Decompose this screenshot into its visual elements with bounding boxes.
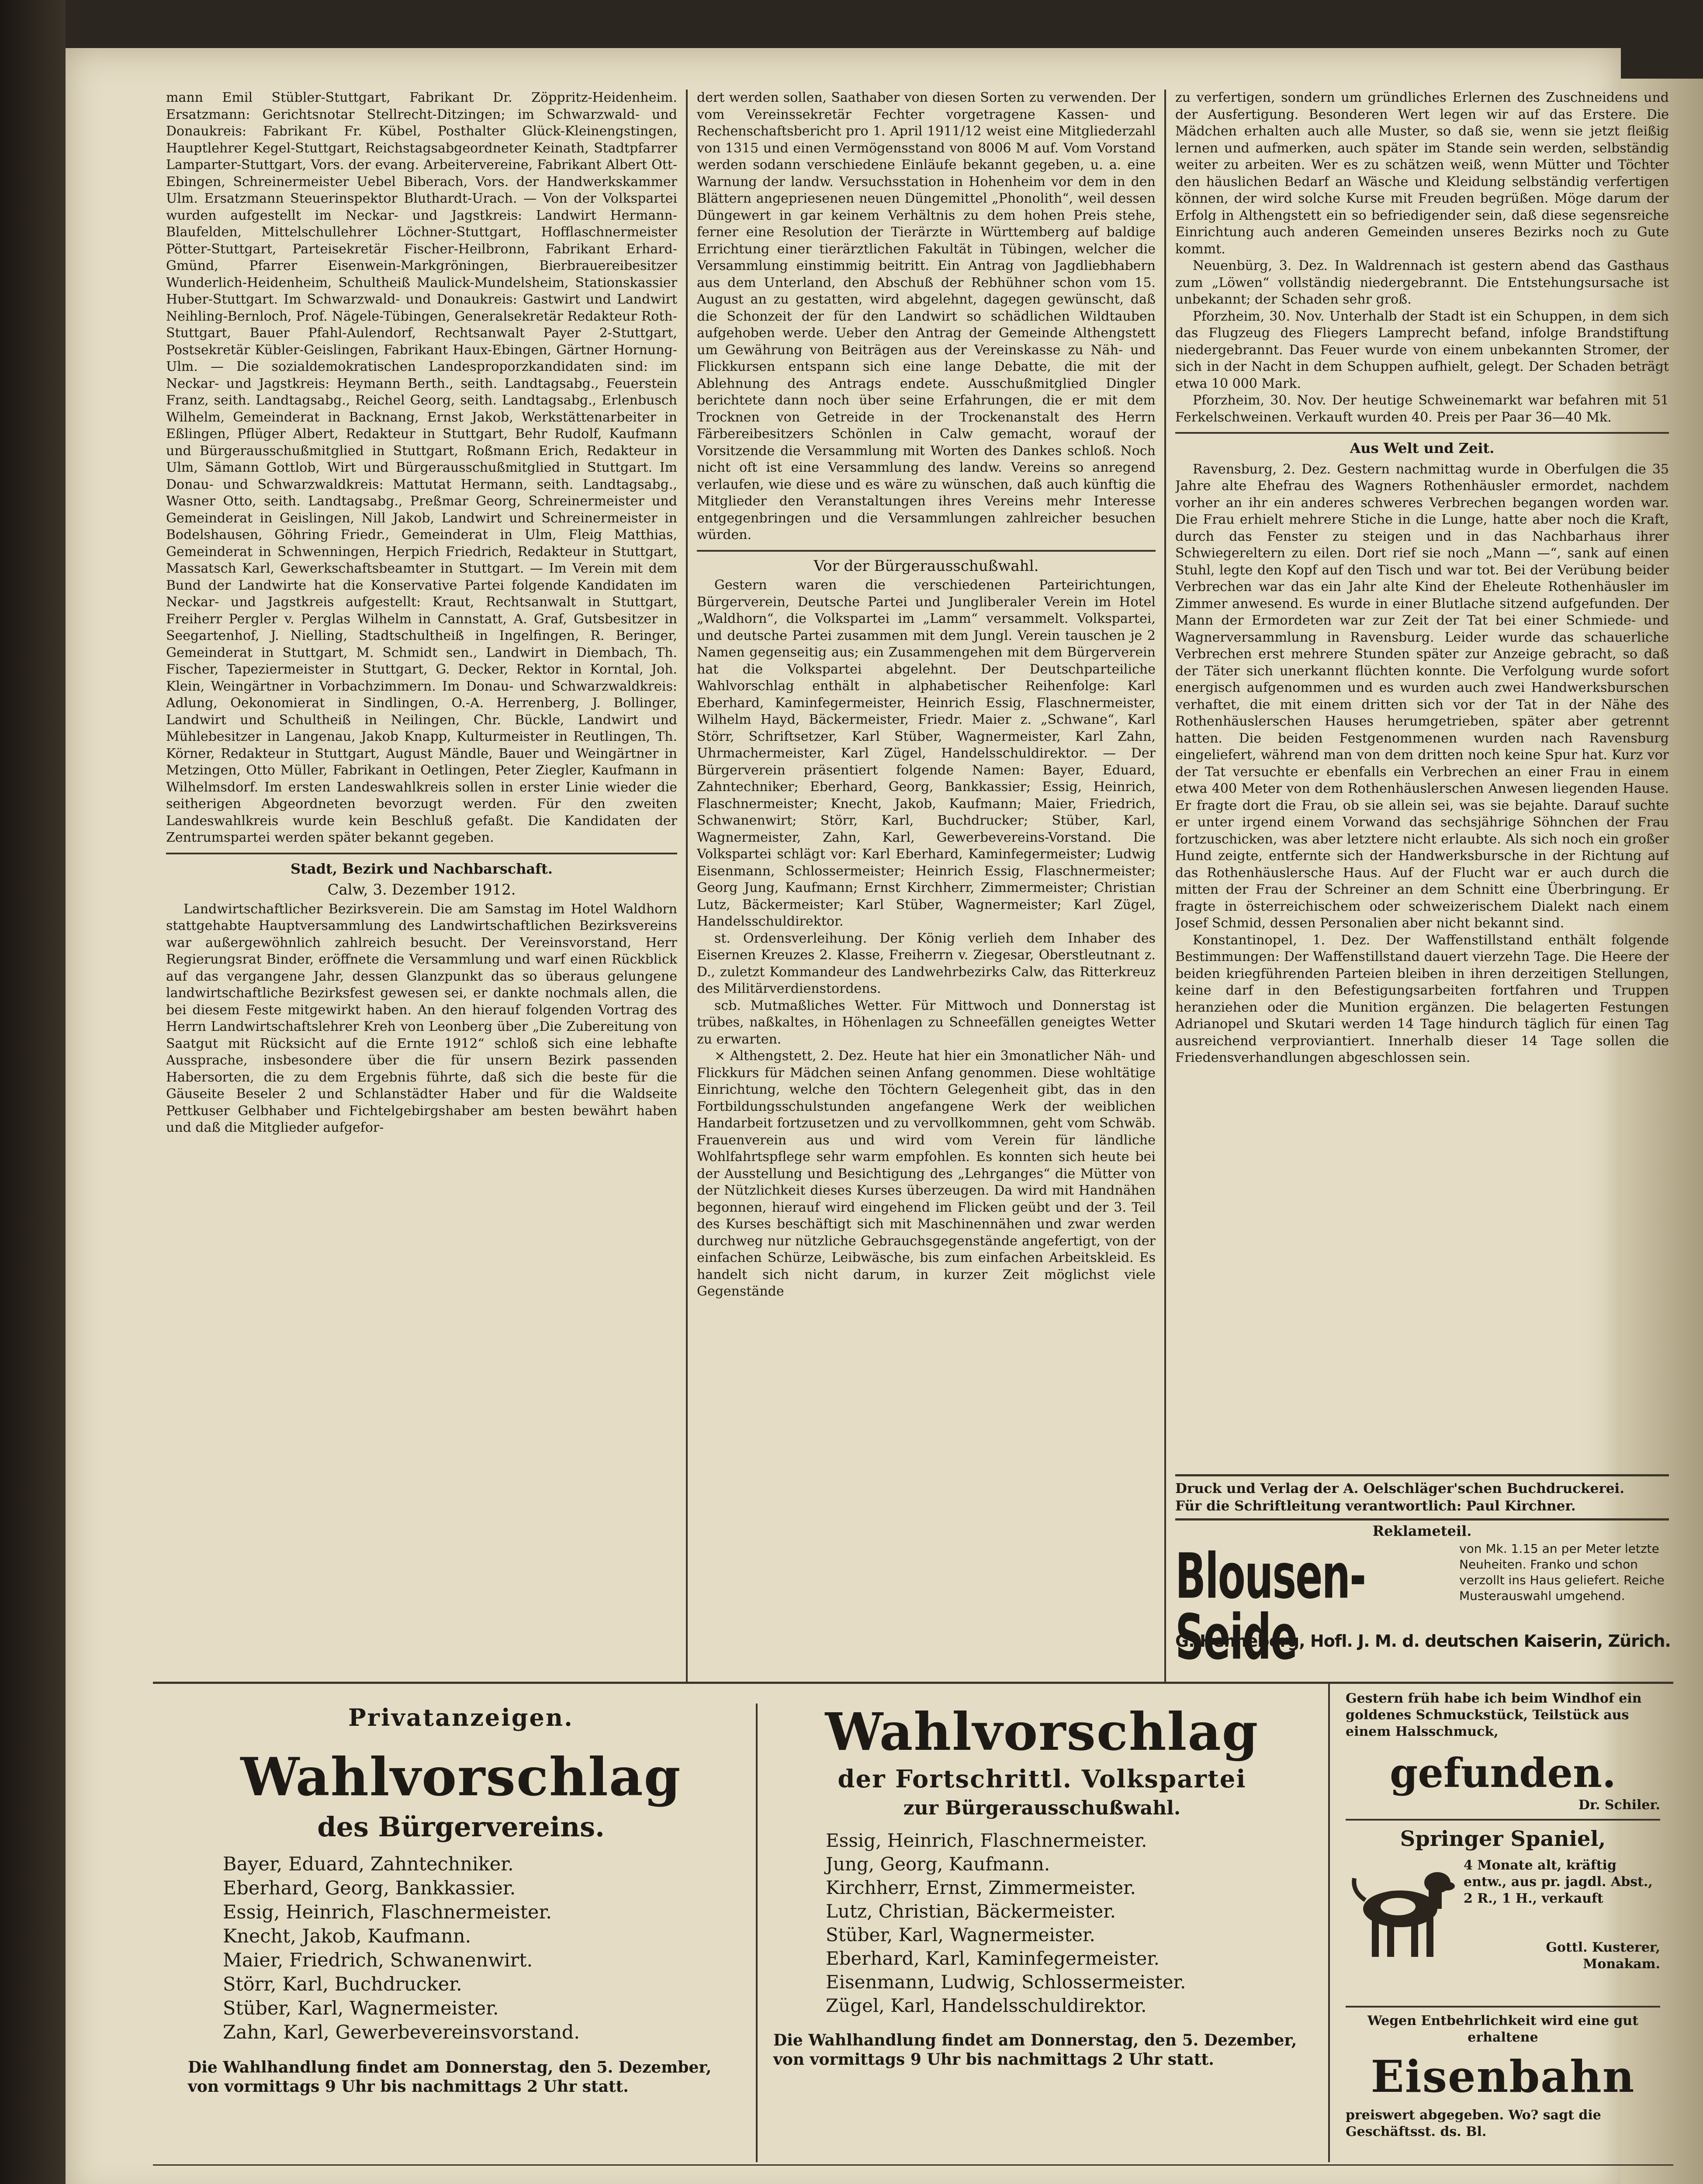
candidate-list — [773, 1829, 1311, 2018]
neuenbuerg-fire-text: Neuenbürg, 3. Dez. In Waldrennach ist gestern abend das Gasthaus zum „Löwen“ vollständig niedergebrannt. Die Entstehungsursache ist unbekannt; der Schaden sehr groß. — [1175, 258, 1669, 307]
candidate-name: Eberhard, Karl, Kaminfegermeister. — [826, 1948, 1160, 1969]
candidate-name: Knecht, Jakob, Kaufmann. — [223, 1925, 471, 1947]
weather-text: scb. Mutmaßliches Wetter. Für Mittwoch und Donnerstag ist trübes, naßkaltes, in Höhenlagen zu Schneefällen geneigtes Wetter zu erwarten. — [697, 998, 1156, 1047]
blousen-detail-line: Neuheiten. Franko und schon — [1459, 1557, 1638, 1572]
blousen-seide-ad — [1175, 1538, 1671, 1674]
found-ad — [1346, 1690, 1660, 1814]
article-column-1 — [166, 90, 677, 1664]
blousen-detail-line: von Mk. 1.15 an per Meter letzte — [1459, 1541, 1659, 1556]
election-candidates-text: mann Emil Stübler-Stuttgart, Fabrikant Dr. Zöppritz-Heidenheim. Ersatzmann: Gerichtsnotar Stellrecht-Ditzingen; im Schwarzwald- und Donaukreis: Fabrikant Fr. Kübel, Posthalter Glück-Kleinengstingen, Hauptlehrer Kegel-Stuttgart, Reichstagsabgeordneter Keinath, Stadtpfarrer Lamparter-Stuttgart, Vors. der evang. Arbeitervereine, Fabrikant Albert Ott-Ebingen, Schreinermeister Uebel Biberach, Vors. der Handwerkskammer Ulm. Ersatzmann Steuerinspektor Bluthardt-Urach. — Von der Volkspartei wurden aufgestellt im Neckar- und Jagstkreis: Landwirt Hermann-Blaufelden, Mittelschullehrer Löchner-Stuttgart, Hofflaschnermeister Pötter-Stuttgart, Parteisekretär Fischer-Heilbronn, Fabrikant Erhard-Gmünd, Pfarrer Eisenwein-Markgröningen, Bierbrauereibesitzer Wunderlich-Heidenheim, Schultheiß Maulick-Mundelsheim, Stationskassier Huber-Stuttgart. Im Schwarzwald- und Donaukreis: Gastwirt und Landwirt Neihling-Bernloch, Prof. Nägele-Tübingen, Generalsekretär Redakteur Roth-Stuttgart, Bauer Pfahl-Aulendorf, Rechtsanwalt Payer 2-Stuttgart, Postsekretär Kübler-Geislingen, Fabrikant Haux-Ebingen, Gärtner Hornung-Ulm. — Die sozialdemokratischen Landesproporzkandidaten sind: im Neckar- und Jagstkreis: Heymann Berth., seith. Landtagsabg., Feuerstein Franz, seith. Landtagsabg., Reichel Georg, seith. Landtagsabg., Erlenbusch Wilhelm, Gemeinderat in Backnang, Ernst Jakob, Werkstättenarbeiter in Eßlingen, Pflüger Albert, Redakteur in Stuttgart, Behr Rudolf, Kaufmann und Bürgerausschußmitglied in Stuttgart, Roßmann Erich, Redakteur in Ulm, Sämann Gottlob, Wirt und Bürgerausschußmitglied in Stuttgart. Im Donau- und Schwarzwaldkreis: Mattutat Hermann, seith. Landtagsabg., Wasner Otto, seith. Landtagsabg., Preßmar Georg, Schreinermeister und Gemeinderat in Geislingen, Nill Jakob, Landwirt und Schreinermeister in Bodelshausen, Göhring Friedr., Gemeinderat in Ulm, Fleig Matthias, Gemeinderat in Schwenningen, Herpich Friedrich, Redakteur in Stuttgart, Massatsch Karl, Gewerkschaftsbeamter in Stuttgart. — Im Verein mit dem Bund der Landwirte hat die Konservative Partei folgende Kandidaten im Neckar- und Jagstkreis aufgestellt: Kraut, Rechtsanwalt in Stuttgart, Freiherr Pergler v. Perglas Wilhelm in Cannstatt, A. Graf, Gutsbesitzer in Seegartenhof, J. Nielling, Stadtschultheiß in Ingelfingen, R. Beringer, Gemeinderat in Stuttgart, M. Schmidt sen., Landwirt in Diembach, Th. Fischer, Tapeziermeister in Stuttgart, G. Decker, Rektor in Korntal, Joh. Klein, Weingärtner in Vorbachzimmern. Im Donau- und Schwarzwaldkreis: Adlung, Oekonomierat in Sindlingen, O.-A. Herrenberg, J. Bollinger, Landwirt und Schultheiß in Neilingen, Chr. Bückle, Landwirt und Mühlebesitzer in Langenau, Jakob Knapp, Kulturmeister in Reutlingen, Th. Körner, Redakteur in Stuttgart, August Mändle, Bauer und Weingärtner in Metzingen, Otto Müller, Fabrikant in Oetlingen, Peter Ziegler, Kaufmann in Wilhelmsdorf. Im ersten Landeswahlkreis sollen in erster Linie wieder die seitherigen Abgeordneten bevorzugt werden. Für den zweiten Landeswahlkreis wurde kein Beschluß gefaßt. Die Kandidaten der Zentrumspartei werden später bekannt gegeben. — [166, 90, 677, 845]
ravensburg-murder-text: Ravensburg, 2. Dez. Gestern nachmittag wurde in Oberfulgen die 35 Jahre alte Ehefrau des Wagners Rothenhäusler ermordet, nachdem vorher an ihr ein anderes schweres Verbrechen begangen worden war. Die Frau erhielt mehrere Stiche in die Lunge, hatte aber noch die Kraft, durch das Fenster zu steigen und in das Nachbarhaus ihrer Schwiegereltern zu eilen. Dort rief sie noch „Mann —“, sank auf einen Stuhl, legte den Kopf auf den Tisch und war tot. Bei der Verübung beider Verbrechen war das ein Jahr alte Kind der Eheleute Rothenhäusler im Zimmer anwesend. Es wurde in einer Blutlache sitzend aufgefunden. Der Mann der Ermordeten war zur Zeit der Tat bei einer Schmiede- und Wagnerversammlung in Ravensburg. Leider wurde das schauerliche Verbrechen erst mehrere Stunden später zur Anzeige gebracht, so daß der Täter sich unerkannt flüchten konnte. Die Verfolgung wurde sofort energisch aufgenommen und es wurden auch zwei Handwerksburschen verhaftet, die mit einem dritten sich vor der Tat in der Nähe des Rothenhäuslerschen Hauses herumgetrieben, später aber getrennt hatten. Die beiden Festgenommenen wurden nach Ravensburg eingeliefert, während man von dem dritten noch keine Spur hat. Kurz vor der Tat versuchte er ebenfalls ein Verbrechen an einer Frau in einem etwa 400 Meter von dem Rothenhäuslerschen Anwesen liegenden Hause. Er fragte dort die Frau, ob sie allein sei, was sie bejahte. Darauf suchte er unter irgend einem Vorwand das sechsjährige Söhnchen der Frau fortzuschicken, was aber letztere nicht erlaubte. Als sich noch ein großer Hund zeigte, entfernte sich der Handwerksbursche in der Richtung auf das Rothenhäuslersche Haus. Auf der Flucht war er auch durch die mitten der Frau der Schreiner an dem Schnitt eine Überbringung. Er fragte in österreichischem oder schweizerischem Dialekt nach einem Josef Schmid, dessen Personalien aber nicht bekannt sind. — [1175, 461, 1669, 931]
dog-illustration-icon — [1346, 1856, 1455, 1966]
spaniel-ad — [1346, 1826, 1660, 2001]
article-rule — [697, 550, 1156, 552]
article-column-2 — [697, 90, 1156, 1664]
column-divider-1 — [686, 90, 688, 1682]
blousen-seide-footer: G. Henneberg, Hofl. J. M. d. deutschen Kaiserin, Zürich. — [1175, 1631, 1671, 1651]
pforzheim-market-text: Pforzheim, 30. Nov. Der heutige Schweinemarkt war befahren mit 51 Ferkelschweinen. Verkauft wurden 40. Preis per Paar 36—40 Mk. — [1175, 393, 1669, 425]
candidate-name: Störr, Karl, Buchdrucker. — [223, 1973, 462, 1995]
blousen-detail-line: verzollt ins Haus geliefert. Reiche — [1459, 1573, 1665, 1587]
ad-rule — [1346, 2006, 1660, 2008]
candidate-name: Essig, Heinrich, Flaschnermeister. — [826, 1830, 1147, 1851]
section-rule — [166, 853, 677, 854]
right-ads-column — [1346, 1690, 1660, 2140]
railway-ad — [1346, 2013, 1660, 2140]
sewing-course-continued-text: zu verfertigen, sondern um gründliches Erlernen des Zuschneidens und der Ausfertigung. Besonderen Wert legen wir auf das Erstere. Die Mädchen erhalten auch alle Muster, so daß sie, wenn sie jetzt fleißig lernen und aufmerken, auch später im Stande sein werden, selbständig weiter zu arbeiten. Wer es zu schätzen weiß, wenn Mütter und Töchter den häuslichen Bedarf an Wäsche und Kleidung selbständig verfertigen können, der wird solche Kurse mit Freuden begrüßen. Möge darum der Erfolg in Althengstett ein so befriedigender sein, daß diese segensreiche Einrichtung auch anderen Gemeinden unseres Bezirks noch zu Gute kommt. — [1175, 90, 1669, 257]
ad-subtitle: der Fortschrittl. Volkspartei — [838, 1765, 1246, 1794]
spaniel-ad-signature — [1464, 1939, 1660, 1973]
found-ad-text: Gestern früh habe ich beim Windhof ein goldenes Schmuckstück, Teilstück aus einem Halsschmuck, — [1346, 1691, 1642, 1739]
ad-subtitle: des Bürgervereins. — [317, 1811, 605, 1843]
ad-divider-1 — [756, 1704, 758, 2162]
ad-title: Wahlvorschlag — [825, 1701, 1259, 1762]
private-ads-heading: Privatanzeigen. — [348, 1704, 574, 1731]
pforzheim-shed-fire-text: Pforzheim, 30. Nov. Unterhalb der Stadt ist ein Schuppen, in dem sich das Flugzeug des Fliegers Lamprecht befand, infolge Brandstiftung niedergebrannt. Das Feuer wurde von einem unbekannten Stromer, der sich in der Nacht in dem Schuppen aufhielt, gelegt. Der Schaden beträgt etwa 10 000 Mark. — [1175, 308, 1669, 391]
railway-ad-text: Wegen Entbehrlichkeit wird eine gut erhaltene — [1367, 2013, 1639, 2045]
section-rule — [1175, 432, 1669, 434]
book-binding-edge — [0, 0, 66, 2184]
constantinople-armistice-text: Konstantinopel, 1. Dez. Der Waffenstillstand enthält folgende Bestimmungen: Der Waffenstillstand dauert vierzehn Tage. Die Heere der beiden kriegführenden Parteien bleiben in ihren derzeitigen Stellungen, keine darf in den Befestigungsarbeiten fortfahren und Truppen heranziehen oder die Munition ergänzen. Die belagerten Festungen Adrianopel und Skutari werden 14 Tage hindurch täglich für einen Tag ausreichend verproviantiert. Innerhalb dieser 14 Tage sollen die Friedensverhandlungen abgeschlossen sein. — [1175, 932, 1669, 1065]
candidate-name: Eberhard, Georg, Bankkassier. — [223, 1877, 516, 1899]
election-proposals-text: Gestern waren die verschiedenen Parteirichtungen, Bürgerverein, Deutsche Partei und Jungliberaler Verein im Hotel „Waldhorn“, die Volkspartei im „Lamm“ versammelt. Volkspartei, und deutsche Partei zusammen mit dem Jungl. Verein tauschen je 2 Namen gegenseitig aus; ein Zusammengehen mit dem Bürgerverein hat die Volkspartei abgelehnt. Der Deutschparteiliche Wahlvorschlag enthält in alphabetischer Reihenfolge: Karl Eberhard, Kaminfegermeister, Heinrich Essig, Flaschnermeister, Wilhelm Hayd, Bäckermeister, Friedr. Maier z. „Schwane“, Karl Störr, Schriftsetzer, Karl Stüber, Wagnermeister, Karl Zahn, Uhrmachermeister, Karl Zügel, Handelsschuldirektor. — Der Bürgerverein präsentiert folgende Namen: Bayer, Eduard, Zahntechniker; Eberhard, Georg, Bankkassier; Essig, Heinrich, Flaschnermeister; Knecht, Jakob, Kaufmann; Maier, Friedrich, Schwanenwirt; Störr, Karl, Buchdrucker; Stüber, Karl, Wagnermeister, Zahn, Karl, Gewerbevereins-Vorstand. Die Volkspartei schlägt vor: Karl Eberhard, Kaminfegermeister; Ludwig Eisenmann, Schlossermeister; Heinrich Essig, Flaschnermeister; Georg Jung, Kaufmann; Ernst Kirchherr, Zimmermeister; Christian Lutz, Bäckermeister; Karl Stüber, Wagnermeister; Karl Zügel, Handelsschuldirektor. — [697, 577, 1156, 929]
candidate-name: Kirchherr, Ernst, Zimmermeister. — [826, 1877, 1136, 1898]
found-ad-signature: Dr. Schiler. — [1578, 1797, 1660, 1813]
newspaper-page — [66, 48, 1671, 2184]
ad-footer: Die Wahlhandlung findet am Donnerstag, den 5. Dezember, von vormittags 9 Uhr bis nachmittags 2 Uhr statt. — [188, 2058, 712, 2096]
article-column-3 — [1175, 90, 1669, 1468]
blousen-seide-details — [1459, 1541, 1669, 1604]
election-heading: Vor der Bürgerausschußwahl. — [813, 557, 1039, 575]
ads-top-rule — [153, 1682, 1673, 1684]
imprint-rule — [1175, 1474, 1669, 1476]
candidate-name: Maier, Friedrich, Schwanenwirt. — [223, 1949, 533, 1971]
section-heading: Stadt, Bezirk und Nachbarschaft. — [291, 860, 553, 877]
ad-subtitle: zur Bürgerausschußwahl. — [903, 1797, 1181, 1819]
agricultural-association-text: Landwirtschaftlicher Bezirksverein. Die am Samstag im Hotel Waldhorn stattgehabte Hauptversammlung des Landwirtschaftlichen Bezirksvereins war außergewöhnlich zahlreich besucht. Der Vereinsvorstand, Herr Regierungsrat Binder, eröffnete die Versammlung und warf einen Rückblick auf das vergangene Jahr, dessen Glanzpunkt das so überaus gelungene landwirtschaftliche Bezirksfest gewesen sei, er dankte nochmals allen, die bei diesem Feste mitgewirkt haben. An den hierauf folgenden Vortrag des Herrn Landwirtschaftslehrer Kreh von Leonberg über „Die Zubereitung von Saatgut mit Rücksicht auf die Ernte 1912“ schloß sich eine lebhafte Aussprache, insbesondere über die für unsern Bezirk passenden Habersorten, die zu dem Ergebnis führte, daß sich die beste für die Gäuseite Beseler 2 und Schlanstädter Haber und für die Waldseite Pettkuser Gelbhaber und Fichtelgebirgshaber am besten bewährt haben und daß die Mitglieder aufgefor- — [166, 901, 677, 1135]
spaniel-seller-place: Monakam. — [1583, 1956, 1660, 1972]
ad-divider-2 — [1328, 1682, 1330, 2162]
candidate-name: Essig, Heinrich, Flaschnermeister. — [223, 1901, 552, 1923]
candidate-name: Lutz, Christian, Bäckermeister. — [826, 1901, 1116, 1922]
world-news-heading: Aus Welt und Zeit. — [1350, 440, 1495, 456]
spaniel-ad-title: Springer Spaniel, — [1400, 1827, 1606, 1851]
candidate-name: Stüber, Karl, Wagnermeister. — [223, 1997, 499, 2019]
sewing-course-text: × Althengstett, 2. Dez. Heute hat hier ein 3monatlicher Näh- und Flickkurs für Mädchen seinen Anfang genommen. Diese wohltätige Einrichtung, welche den Töchtern Gelegenheit gibt, das in den Fortbildungsschulstunden angefangene Werk der weiblichen Handarbeit fortzusetzen und zu vervollkommnen, geht vom Schwäb. Frauenverein aus und wird vom Verein für ländliche Wohlfahrtspflege sehr warm empfohlen. Es konnten sich heute bei der Ausstellung und Besichtigung des „Lehrganges“ die Mütter von der Nützlichkeit dieses Kurses überzeugen. Da wird mit Handnähen begonnen, hierauf wird eingehend im Flicken geübt und der 3. Teil des Kurses beschäftigt sich mit Maschinennähen und zwar werden durchweg nur nützliche Gebrauchsgegenstände angefertigt, von der einfachen Schürze, Leibwäsche, bis zum einfachen Arbeitskleid. Es handelt sich nicht darum, in kurzer Zeit möglichst viele Gegenstände — [697, 1048, 1156, 1299]
candidate-name: Bayer, Eduard, Zahntechniker. — [223, 1853, 514, 1875]
spaniel-ad-text: 4 Monate alt, kräftig entw., aus pr. jagdl. Abst., 2 R., 1 H., verkauft — [1464, 1858, 1653, 1906]
association-continued-text: dert werden sollen, Saathaber von diesen Sorten zu verwenden. Der vom Vereinssekretär Fechter vorgetragene Kassen- und Rechenschaftsbericht pro 1. April 1911/12 weist eine Mitgliederzahl von 1315 und einen Vermögensstand von 8006 M auf. Vom Vorstand werden sodann verschiedene Einläufe bekannt gegeben, u. a. eine Warnung der landw. Versuchsstation in Hohenheim vor dem in den Blättern angepriesenen neuen Düngemittel „Phonolith“, weil dessen Düngewert in gar keinem Verhältnis zu dem hohen Preis stehe, ferner eine Resolution der Tierärzte in Württemberg auf baldige Errichtung einer tierärztlichen Fakultät in Tübingen, welcher die Versammlung einstimmig beitritt. Ein Antrag von Jagdliebhabern aus dem Unterland, den Abschuß der Rebhühner schon vom 15. August an zu gestatten, wird abgelehnt, dagegen gewünscht, daß die Schonzeit der für den Landwirt so schädlichen Wildtauben aufgehoben werde. Ueber den Antrag der Gemeinde Althengstett um Gewährung von Beiträgen aus der Vereinskasse zu Näh- und Flickkursen entspann sich eine lange Debatte, die mit der Ablehnung des Antrags endete. Ausschußmitglied Dingler berichtete dann noch über seine Erfahrungen, die er mit dem Trocknen von Getreide in der Trockenanstalt des Herrn Färbereibesitzers Schönlen in Calw gemacht, worauf der Vorsitzende die Versammlung mit Worten des Dankes schloß. Noch nicht oft ist eine Versammlung des landw. Vereins so anregend verlaufen, wie diese und es wäre zu wünschen, daß auch künftig die Mitglieder den Veranstaltungen ihres Vereins mehr Interesse entgegenbringen und die Versammlungen zahlreicher besuchen würden. — [697, 90, 1156, 543]
found-ad-title: gefunden. — [1390, 1749, 1616, 1797]
volkspartei-ad — [773, 1701, 1311, 2069]
spaniel-seller-name: Gottl. Kusterer, — [1546, 1940, 1660, 1955]
blousen-seide-title: Blousen-Seide — [1175, 1540, 1366, 1674]
imprint-publisher: Druck und Verlag der A. Oelschläger'schen Buchdruckerei. — [1175, 1481, 1624, 1496]
imprint-editor: Für die Schriftleitung verantwortlich: Paul Kirchner. — [1175, 1498, 1576, 1514]
imprint-block — [1175, 1474, 1669, 1540]
ad-rule — [1346, 1819, 1660, 1821]
candidate-name: Zahn, Karl, Gewerbevereinsvorstand. — [223, 2022, 580, 2043]
order-award-text: st. Ordensverleihung. Der König verlieh dem Inhaber des Eisernen Kreuzes 2. Klasse, Freiherrn v. Ziegesar, Oberstleutnant z. D., zuletzt Kommandeur des Landwehrbezirks Calw, das Ritterkreuz des Militärverdienstordens. — [697, 930, 1156, 996]
blousen-detail-line: Musterauswahl umgehend. — [1459, 1589, 1625, 1603]
ads-bottom-rule — [153, 2164, 1673, 2166]
reklame-heading: Reklameteil. — [1372, 1523, 1472, 1539]
candidate-name: Zügel, Karl, Handelsschuldirektor. — [826, 1995, 1147, 2016]
buergerverein-ad — [188, 1704, 734, 2096]
railway-ad-title: Eisenbahn — [1371, 2051, 1635, 2102]
imprint-rule — [1175, 1518, 1669, 1521]
ad-title: Wahlvorschlag — [240, 1746, 682, 1808]
candidate-name: Eisenmann, Ludwig, Schlossermeister. — [826, 1971, 1186, 1993]
column-divider-2 — [1164, 90, 1166, 1682]
candidate-list — [188, 1852, 734, 2045]
ad-footer: Die Wahlhandlung findet am Donnerstag, den 5. Dezember, von vormittags 9 Uhr bis nachmittags 2 Uhr statt. — [773, 2031, 1297, 2069]
candidate-name: Stüber, Karl, Wagnermeister. — [826, 1924, 1095, 1946]
candidate-name: Jung, Georg, Kaufmann. — [826, 1853, 1050, 1875]
dateline: Calw, 3. Dezember 1912. — [327, 881, 516, 898]
railway-ad-footer: preiswert abgegeben. Wo? sagt die Geschäftsst. ds. Bl. — [1346, 2108, 1601, 2139]
